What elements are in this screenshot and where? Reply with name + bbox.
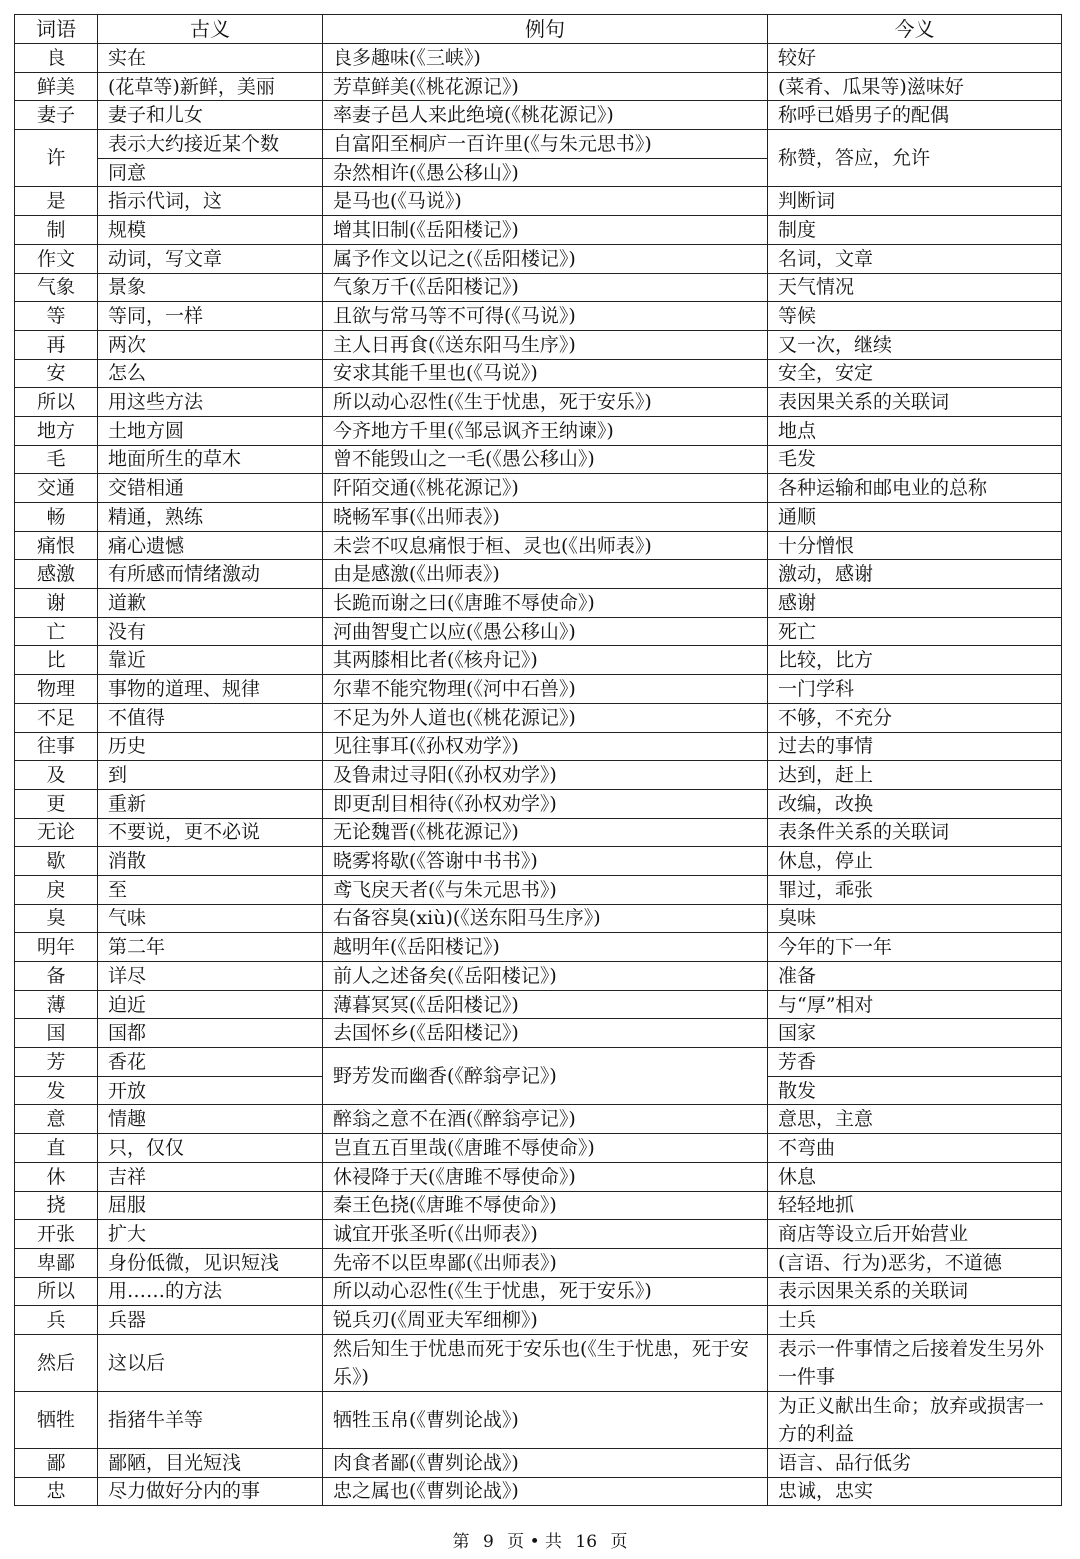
cell-word: 等 [15,302,98,331]
cell-modern: 称赞，答应，允许 [768,130,1062,187]
table-row [15,933,1062,962]
cell-example: 薄暮冥冥(《岳阳楼记》) [323,990,768,1019]
cell-modern: 意思，主意 [768,1105,1062,1134]
cell-example: 芳草鲜美(《桃花源记》) [323,72,768,101]
cell-ancient: 妻子和儿女 [98,101,323,130]
cell-ancient: (花草等)新鲜，美丽 [98,72,323,101]
cell-modern: 语言、品行低劣 [768,1448,1062,1477]
cell-word: 安 [15,359,98,388]
cell-example: 肉食者鄙(《曹刿论战》) [323,1448,768,1477]
table-row [15,187,1062,216]
cell-word: 是 [15,187,98,216]
cell-modern: 准备 [768,962,1062,991]
cell-example: 阡陌交通(《桃花源记》) [323,474,768,503]
cell-ancient: 不要说，更不必说 [98,818,323,847]
cell-modern: 达到，赶上 [768,761,1062,790]
cell-ancient: 迫近 [98,990,323,1019]
cell-word: 比 [15,646,98,675]
cell-modern: 安全，安定 [768,359,1062,388]
cell-example: 不足为外人道也(《桃花源记》) [323,703,768,732]
cell-modern: 较好 [768,44,1062,73]
cell-modern: 国家 [768,1019,1062,1048]
cell-word: 不足 [15,703,98,732]
table-row [15,761,1062,790]
cell-word: 兵 [15,1306,98,1335]
cell-ancient: 指示代词，这 [98,187,323,216]
cell-word: 然后 [15,1334,98,1391]
cell-modern: 不够，不充分 [768,703,1062,732]
cell-ancient: 身份低微，见识短浅 [98,1248,323,1277]
cell-modern: 天气情况 [768,273,1062,302]
cell-example: 及鲁肃过寻阳(《孙权劝学》) [323,761,768,790]
cell-modern: 各种运输和邮电业的总称 [768,474,1062,503]
cell-ancient: 用……的方法 [98,1277,323,1306]
cell-word: 无论 [15,818,98,847]
table-row [15,875,1062,904]
cell-example: 未尝不叹息痛恨于桓、灵也(《出师表》) [323,531,768,560]
cell-modern: 又一次，继续 [768,330,1062,359]
table-row [15,1134,1062,1163]
table-row [15,589,1062,618]
cell-example: 由是感激(《出师表》) [323,560,768,589]
cell-modern: 地点 [768,416,1062,445]
cell-word: 更 [15,789,98,818]
cell-ancient: 第二年 [98,933,323,962]
table-row [15,330,1062,359]
header-modern: 今义 [768,15,1062,44]
cell-modern: 表条件关系的关联词 [768,818,1062,847]
cell-modern: 过去的事情 [768,732,1062,761]
cell-ancient: 吉祥 [98,1162,323,1191]
cell-word: 发 [15,1076,98,1105]
cell-modern: 一门学科 [768,675,1062,704]
cell-ancient: 香花 [98,1048,323,1077]
cell-word: 再 [15,330,98,359]
cell-word: 良 [15,44,98,73]
cell-ancient: 动词，写文章 [98,244,323,273]
cell-ancient: 指猪牛羊等 [98,1391,323,1448]
cell-word: 所以 [15,388,98,417]
table-row [15,244,1062,273]
table-row [15,1191,1062,1220]
cell-word: 休 [15,1162,98,1191]
cell-modern: 十分憎恨 [768,531,1062,560]
cell-example: 鸢飞戾天者(《与朱元思书》) [323,875,768,904]
cell-modern: 通顺 [768,503,1062,532]
table-row [15,130,1062,159]
table-row [15,503,1062,532]
cell-ancient: 只，仅仅 [98,1134,323,1163]
cell-ancient: 气味 [98,904,323,933]
cell-ancient: 到 [98,761,323,790]
cell-ancient: 详尽 [98,962,323,991]
cell-ancient: 历史 [98,732,323,761]
cell-modern: 表示因果关系的关联词 [768,1277,1062,1306]
cell-example: 前人之述备矣(《岳阳楼记》) [323,962,768,991]
cell-word: 地方 [15,416,98,445]
cell-word: 国 [15,1019,98,1048]
header-word: 词语 [15,15,98,44]
cell-example: 自富阳至桐庐一百许里(《与朱元思书》) [323,130,768,159]
cell-example: 岂直五百里哉(《唐雎不辱使命》) [323,1134,768,1163]
cell-modern: 臭味 [768,904,1062,933]
cell-ancient: 情趣 [98,1105,323,1134]
table-row [15,1048,1062,1077]
table-row [15,216,1062,245]
cell-ancient: 土地方圆 [98,416,323,445]
cell-word: 戾 [15,875,98,904]
cell-word: 气象 [15,273,98,302]
cell-ancient: 实在 [98,44,323,73]
footer-total-pages: 16 [575,1532,598,1552]
cell-modern: 罪过，乖张 [768,875,1062,904]
cell-word: 制 [15,216,98,245]
cell-ancient: 国都 [98,1019,323,1048]
cell-modern: 商店等设立后开始营业 [768,1220,1062,1249]
table-row [15,445,1062,474]
page-footer [0,1527,1080,1552]
cell-ancient: 事物的道理、规律 [98,675,323,704]
cell-modern: 休息 [768,1162,1062,1191]
table-row [15,646,1062,675]
table-header-row [15,15,1062,44]
cell-modern: 死亡 [768,617,1062,646]
vocabulary-table [14,14,1062,1506]
cell-modern: (言语、行为)恶劣，不道德 [768,1248,1062,1277]
cell-word: 物理 [15,675,98,704]
cell-example: 主人日再食(《送东阳马生序》) [323,330,768,359]
cell-ancient: 靠近 [98,646,323,675]
cell-modern: 不弯曲 [768,1134,1062,1163]
table-row [15,302,1062,331]
cell-modern: 激动，感谢 [768,560,1062,589]
cell-example: 增其旧制(《岳阳楼记》) [323,216,768,245]
table-row [15,72,1062,101]
cell-ancient: 地面所生的草木 [98,445,323,474]
cell-word: 谢 [15,589,98,618]
cell-modern: 改编，改换 [768,789,1062,818]
table-row [15,1105,1062,1134]
cell-example: 气象万千(《岳阳楼记》) [323,273,768,302]
cell-modern: 感谢 [768,589,1062,618]
table-row [15,273,1062,302]
cell-word: 所以 [15,1277,98,1306]
table-row [15,474,1062,503]
cell-example: 河曲智叟亡以应(《愚公移山》) [323,617,768,646]
cell-ancient: 精通，熟练 [98,503,323,532]
table-row [15,990,1062,1019]
cell-ancient: 道歉 [98,589,323,618]
cell-word: 忠 [15,1477,98,1506]
cell-modern: 表示一件事情之后接着发生另外一件事 [768,1334,1062,1391]
cell-modern: 士兵 [768,1306,1062,1335]
cell-example: 牺牲玉帛(《曹刿论战》) [323,1391,768,1448]
table-row [15,617,1062,646]
table-row [15,1162,1062,1191]
cell-ancient: 这以后 [98,1334,323,1391]
cell-modern: 与“厚”相对 [768,990,1062,1019]
cell-example: 晓雾将歇(《答谢中书书》) [323,847,768,876]
cell-modern: 为正义献出生命；放弃或损害一方的利益 [768,1391,1062,1448]
cell-word: 畅 [15,503,98,532]
table-row [15,388,1062,417]
cell-ancient: 消散 [98,847,323,876]
cell-example: 无论魏晋(《桃花源记》) [323,818,768,847]
cell-word: 牺牲 [15,1391,98,1448]
cell-ancient: 兵器 [98,1306,323,1335]
cell-example: 是马也(《马说》) [323,187,768,216]
cell-word: 挠 [15,1191,98,1220]
table-row [15,1220,1062,1249]
table-row [15,847,1062,876]
cell-ancient: 鄙陋，目光短浅 [98,1448,323,1477]
cell-example: 即更刮目相待(《孙权劝学》) [323,789,768,818]
cell-modern: (菜肴、瓜果等)滋味好 [768,72,1062,101]
cell-example: 诚宜开张圣听(《出师表》) [323,1220,768,1249]
cell-example: 率妻子邑人来此绝境(《桃花源记》) [323,101,768,130]
table-row [15,1277,1062,1306]
cell-modern: 比较，比方 [768,646,1062,675]
cell-word: 往事 [15,732,98,761]
header-example: 例句 [323,15,768,44]
table-row [15,703,1062,732]
cell-example: 忠之属也(《曹刿论战》) [323,1477,768,1506]
cell-example: 良多趣味(《三峡》) [323,44,768,73]
table-row [15,732,1062,761]
cell-modern: 轻轻地抓 [768,1191,1062,1220]
table-row [15,44,1062,73]
table-row [15,675,1062,704]
cell-example: 晓畅军事(《出师表》) [323,503,768,532]
header-ancient: 古义 [98,15,323,44]
cell-ancient: 景象 [98,273,323,302]
cell-example: 曾不能毁山之一毛(《愚公移山》) [323,445,768,474]
cell-ancient: 没有 [98,617,323,646]
cell-example: 其两膝相比者(《核舟记》) [323,646,768,675]
cell-modern: 表因果关系的关联词 [768,388,1062,417]
cell-ancient: 同意 [98,158,323,187]
cell-ancient: 不值得 [98,703,323,732]
table-row [15,1334,1062,1391]
cell-word: 妻子 [15,101,98,130]
cell-example: 所以动心忍性(《生于忧患，死于安乐》) [323,1277,768,1306]
cell-example: 安求其能千里也(《马说》) [323,359,768,388]
cell-ancient: 用这些方法 [98,388,323,417]
cell-word: 亡 [15,617,98,646]
cell-word: 直 [15,1134,98,1163]
cell-word: 毛 [15,445,98,474]
cell-word: 感激 [15,560,98,589]
table-row [15,904,1062,933]
cell-modern: 等候 [768,302,1062,331]
table-row [15,1448,1062,1477]
cell-ancient: 怎么 [98,359,323,388]
cell-word: 薄 [15,990,98,1019]
footer-page-prefix: 第 [452,1532,470,1552]
cell-ancient: 屈服 [98,1191,323,1220]
cell-ancient: 两次 [98,330,323,359]
cell-word: 备 [15,962,98,991]
cell-example: 越明年(《岳阳楼记》) [323,933,768,962]
cell-ancient: 开放 [98,1076,323,1105]
cell-example: 尔辈不能究物理(《河中石兽》) [323,675,768,704]
cell-example: 今齐地方千里(《邹忌讽齐王纳谏》) [323,416,768,445]
table-row [15,789,1062,818]
cell-word: 意 [15,1105,98,1134]
cell-example: 秦王色挠(《唐雎不辱使命》) [323,1191,768,1220]
cell-modern: 忠诚，忠实 [768,1477,1062,1506]
cell-example: 所以动心忍性(《生于忧患，死于安乐》) [323,388,768,417]
cell-word: 卑鄙 [15,1248,98,1277]
table-row [15,359,1062,388]
cell-modern: 称呼已婚男子的配偶 [768,101,1062,130]
cell-example: 休祲降于天(《唐雎不辱使命》) [323,1162,768,1191]
cell-example: 锐兵刃(《周亚夫军细柳》) [323,1306,768,1335]
footer-page-suffix: 页 [610,1532,628,1552]
cell-word: 鲜美 [15,72,98,101]
table-row [15,101,1062,130]
footer-page-number: 9 [482,1532,494,1552]
cell-modern: 名词，文章 [768,244,1062,273]
cell-example: 然后知生于忧患而死于安乐也(《生于忧患，死于安乐》) [323,1334,768,1391]
cell-word: 及 [15,761,98,790]
cell-word: 交通 [15,474,98,503]
table-row [15,416,1062,445]
table-row [15,1248,1062,1277]
cell-word: 鄙 [15,1448,98,1477]
cell-example: 先帝不以臣卑鄙(《出师表》) [323,1248,768,1277]
cell-word: 明年 [15,933,98,962]
table-row [15,531,1062,560]
cell-ancient: 等同，一样 [98,302,323,331]
table-row [15,818,1062,847]
table-row [15,1477,1062,1506]
table-row [15,560,1062,589]
table-row [15,1391,1062,1448]
cell-example: 属予作文以记之(《岳阳楼记》) [323,244,768,273]
cell-word: 臭 [15,904,98,933]
cell-ancient: 扩大 [98,1220,323,1249]
cell-ancient: 表示大约接近某个数 [98,130,323,159]
cell-modern: 芳香 [768,1048,1062,1077]
cell-modern: 制度 [768,216,1062,245]
cell-ancient: 痛心遗憾 [98,531,323,560]
cell-word: 歇 [15,847,98,876]
cell-example: 长跪而谢之曰(《唐雎不辱使命》) [323,589,768,618]
cell-ancient: 交错相通 [98,474,323,503]
table-row [15,1306,1062,1335]
cell-word: 作文 [15,244,98,273]
cell-modern: 散发 [768,1076,1062,1105]
cell-word: 痛恨 [15,531,98,560]
table-row [15,962,1062,991]
cell-example: 去国怀乡(《岳阳楼记》) [323,1019,768,1048]
cell-word: 芳 [15,1048,98,1077]
cell-ancient: 尽力做好分内的事 [98,1477,323,1506]
cell-ancient: 有所感而情绪激动 [98,560,323,589]
cell-example: 见往事耳(《孙权劝学》) [323,732,768,761]
footer-page-mid: 页 • 共 [507,1532,563,1552]
cell-ancient: 规模 [98,216,323,245]
cell-modern: 休息，停止 [768,847,1062,876]
cell-example: 醉翁之意不在酒(《醉翁亭记》) [323,1105,768,1134]
table-row [15,1019,1062,1048]
cell-word: 开张 [15,1220,98,1249]
cell-example: 右备容臭(xiù)(《送东阳马生序》) [323,904,768,933]
cell-ancient: 重新 [98,789,323,818]
cell-modern: 判断词 [768,187,1062,216]
cell-modern: 毛发 [768,445,1062,474]
cell-ancient: 至 [98,875,323,904]
cell-example: 野芳发而幽香(《醉翁亭记》) [323,1048,768,1105]
cell-modern: 今年的下一年 [768,933,1062,962]
cell-example: 杂然相许(《愚公移山》) [323,158,768,187]
cell-example: 且欲与常马等不可得(《马说》) [323,302,768,331]
cell-word: 许 [15,130,98,187]
